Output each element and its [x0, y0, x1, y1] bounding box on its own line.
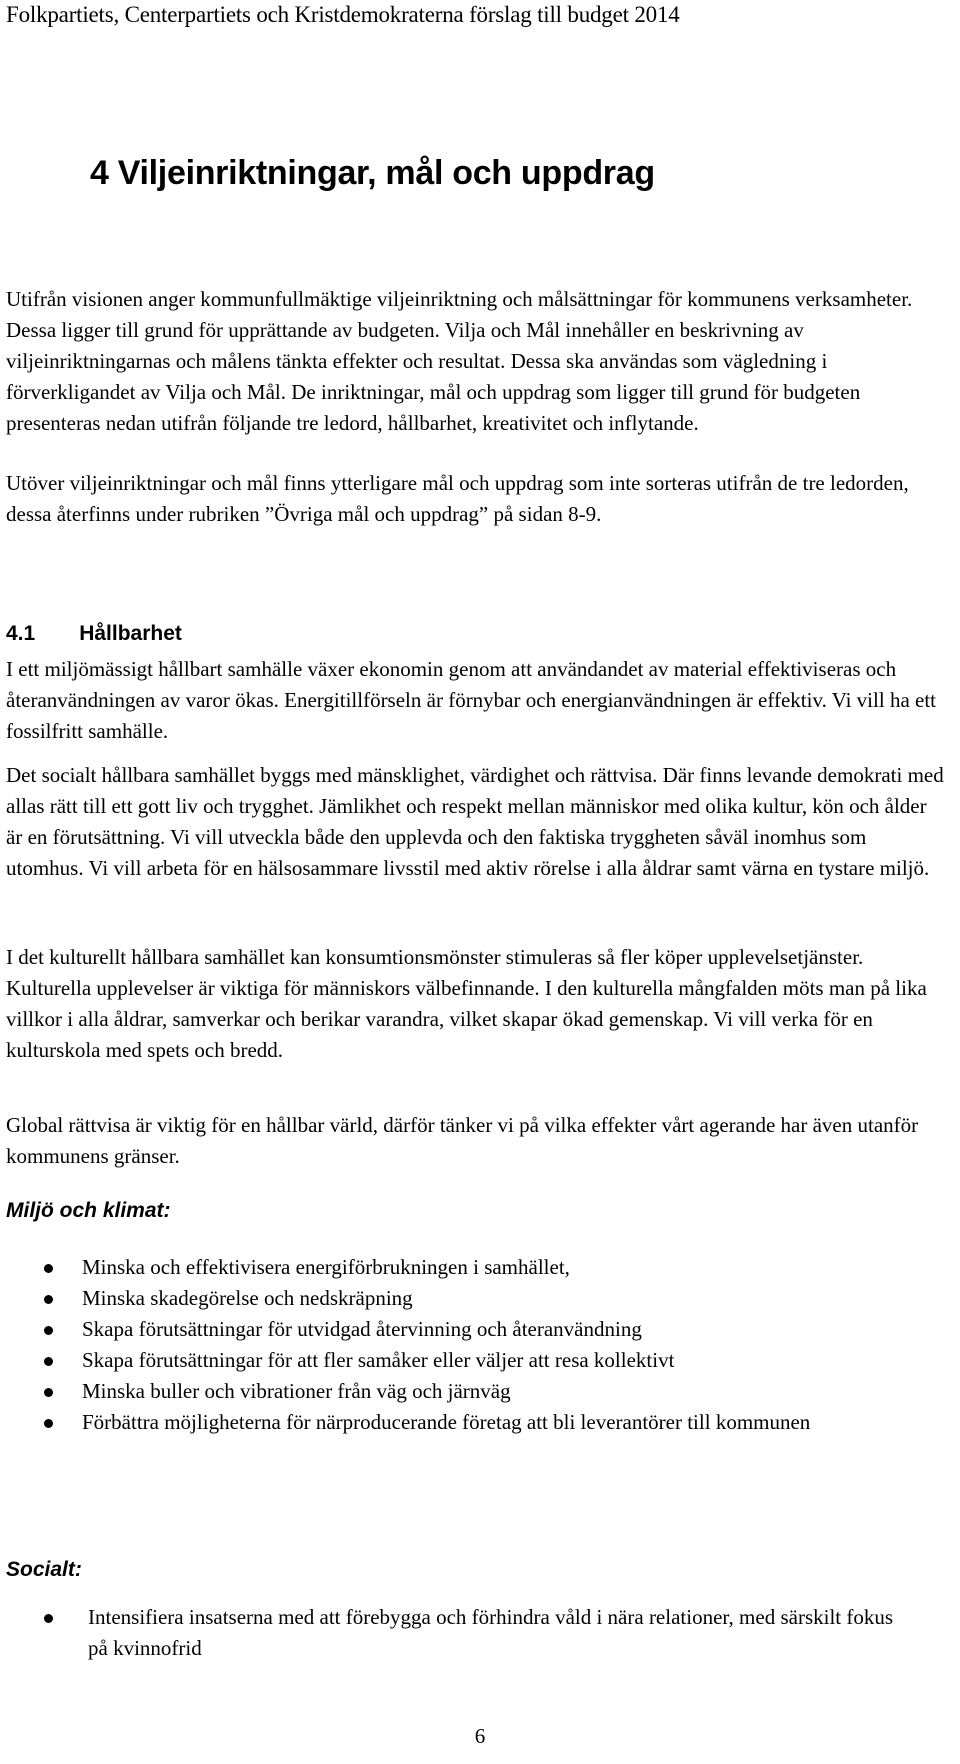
page-number: 6	[474, 1724, 486, 1748]
environment-heading: Miljö och klimat:	[6, 1199, 171, 1222]
chapter-title: 4 Viljeinriktningar, mål och uppdrag	[90, 154, 655, 192]
environment-list	[0, 1252, 940, 1438]
section-paragraph-1: I ett miljömässigt hållbart samhälle växer ekonomin genom att användandet av material effektiviseras och återanvändningen av varor ökas. Energitillförseln är förnybar och energianvändningen är effektiv. Vi vill ha ett fossilfritt samhälle.	[6, 657, 936, 743]
list-item	[0, 1283, 940, 1314]
bullet-icon	[44, 1419, 53, 1428]
intro-paragraph-2: Utöver viljeinriktningar och mål finns ytterligare mål och uppdrag som inte sorteras utifrån de tre ledorden, dessa återfinns under rubriken ”Övriga mål och uppdrag” på sidan 8-9.	[6, 471, 909, 526]
list-item-text: Minska och effektivisera energiförbrukningen i samhället,	[82, 1255, 570, 1279]
section-paragraph-4: Global rättvisa är viktig för en hållbar värld, därför tänker vi på vilka effekter vårt agerande har även utanför kommunens gränser.	[6, 1113, 919, 1168]
list-item-text: Intensifiera insatserna med att förebygga och förhindra våld i nära relationer, med särskilt fokus på kvinnofrid	[88, 1605, 894, 1660]
section-number: 4.1	[6, 622, 36, 645]
bullet-icon	[44, 1264, 53, 1273]
list-item	[0, 1345, 940, 1376]
section-paragraph-3: I det kulturellt hållbara samhället kan konsumtionsmönster stimuleras så fler köper upplevelsetjänster. Kulturella upplevelser är viktiga för människors välbefinnande. I den kulturella mångfalden möts man på lika villkor i alla åldrar, samverkar och berikar varandra, vilket skapar ökad gemenskap. Vi vill verka för en kulturskola med spets och bredd.	[6, 945, 927, 1062]
bullet-icon	[44, 1295, 53, 1304]
social-heading: Socialt:	[6, 1558, 82, 1581]
social-list	[0, 1602, 940, 1664]
list-item-text: Minska buller och vibrationer från väg och järnväg	[82, 1379, 511, 1403]
section-heading	[6, 622, 182, 646]
bullet-icon	[44, 1357, 53, 1366]
list-item-text: Minska skadegörelse och nedskräpning	[82, 1286, 413, 1310]
list-item	[0, 1376, 940, 1407]
intro-paragraph-1: Utifrån visionen anger kommunfullmäktige viljeinriktning och målsättningar för kommunens verksamheter. Dessa ligger till grund för upprättande av budgeten. Vilja och Mål innehåller en beskrivning av viljeinriktningarnas och målens tänkta effekter och resultat. Dessa ska användas som vägledning i förverkligandet av Vilja och Mål. De inriktningar, mål och uppdrag som ligger till grund för budgeten presenteras nedan utifrån följande tre ledord, hållbarhet, kreativitet och inflytande.	[6, 287, 913, 435]
list-item	[0, 1314, 940, 1345]
list-item-text: Skapa förutsättningar för utvidgad återvinning och återanvändning	[82, 1317, 642, 1341]
list-item-text: Förbättra möjligheterna för närproducerande företag att bli leverantörer till kommunen	[82, 1410, 811, 1434]
section-title: Hållbarhet	[79, 622, 182, 645]
list-item	[0, 1407, 940, 1438]
bullet-icon	[44, 1614, 53, 1623]
bullet-icon	[44, 1326, 53, 1335]
list-item	[0, 1252, 940, 1283]
list-item-text: Skapa förutsättningar för att fler samåker eller väljer att resa kollektivt	[82, 1348, 675, 1372]
list-item	[0, 1602, 940, 1664]
running-header: Folkpartiets, Centerpartiets och Kristdemokraterna förslag till budget 2014	[6, 2, 680, 27]
section-paragraph-2: Det socialt hållbara samhället byggs med mänsklighet, värdighet och rättvisa. Där finns levande demokrati med allas rätt till ett gott liv och trygghet. Jämlikhet och respekt mellan människor med olika kultur, kön och ålder är en förutsättning. Vi vill utveckla både den upplevda och den faktiska tryggheten såväl inomhus som utomhus. Vi vill arbeta för en hälsosammare livsstil med aktiv rörelse i alla åldrar samt värna en tystare miljö.	[6, 763, 944, 880]
bullet-icon	[44, 1388, 53, 1397]
